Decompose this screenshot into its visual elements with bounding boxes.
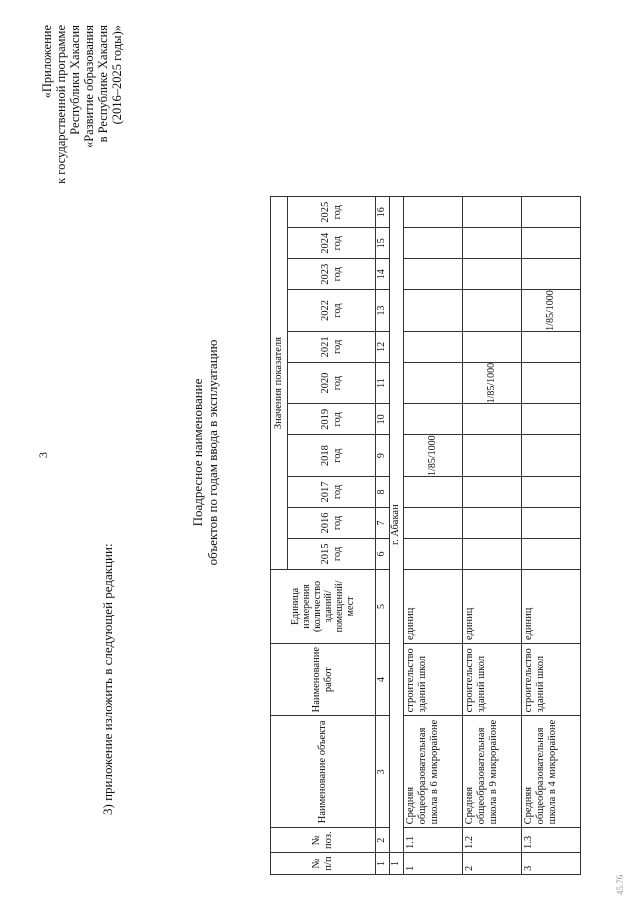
cell-value — [404, 290, 463, 332]
cell-value — [522, 197, 581, 228]
group-number: 1 — [390, 853, 404, 875]
column-number: 11 — [376, 362, 390, 404]
cell-value — [404, 538, 463, 569]
cell-object: Средняя общеобразовательная школа в 9 микрорайоне — [463, 716, 522, 828]
column-number: 9 — [376, 435, 390, 477]
cell-value — [463, 476, 522, 507]
header-year: 2022 год — [288, 290, 376, 332]
column-number: 8 — [376, 476, 390, 507]
cell-value — [522, 404, 581, 435]
appendix-block — [40, 25, 124, 200]
cell-pos: 1.2 — [463, 828, 522, 853]
header-pos: № поз. — [271, 828, 376, 853]
cell-value: 1/85/1000 — [522, 290, 581, 332]
appendix-line: в Республике Хакасия — [96, 25, 110, 143]
cell-value — [463, 538, 522, 569]
cell-value — [463, 259, 522, 290]
cell-value — [404, 507, 463, 538]
cell-value — [522, 259, 581, 290]
cell-npp: 1 — [404, 853, 463, 875]
cell-value — [522, 476, 581, 507]
cell-value — [463, 404, 522, 435]
column-number: 10 — [376, 404, 390, 435]
cell-value — [404, 362, 463, 404]
cell-work: строительство зданий школ — [463, 643, 522, 715]
appendix-line: «Развитие образования — [82, 25, 96, 149]
header-year: 2017 год — [288, 476, 376, 507]
column-number: 3 — [376, 716, 390, 828]
cell-value — [404, 197, 463, 228]
header-year: 2020 год — [288, 362, 376, 404]
cell-value — [404, 228, 463, 259]
header-year: 2019 год — [288, 404, 376, 435]
table-row — [404, 197, 463, 875]
cell-npp: 3 — [522, 853, 581, 875]
column-number: 6 — [376, 538, 390, 569]
header-values-group: Значения показателя — [271, 197, 288, 570]
appendix-line: «Приложение — [40, 25, 54, 99]
cell-value — [404, 476, 463, 507]
column-number: 1 — [376, 853, 390, 875]
column-number-row — [376, 197, 390, 875]
cell-value — [522, 362, 581, 404]
column-number: 12 — [376, 331, 390, 362]
cell-pos: 1.1 — [404, 828, 463, 853]
cell-value: 1/85/1000 — [463, 362, 522, 404]
cell-value — [463, 290, 522, 332]
cell-value — [522, 435, 581, 477]
column-number: 2 — [376, 828, 390, 853]
intro-text: 3) приложение изложить в следующей редакции: — [100, 543, 115, 815]
cell-value — [522, 331, 581, 362]
cell-value — [463, 197, 522, 228]
column-number: 4 — [376, 643, 390, 715]
cell-value — [463, 435, 522, 477]
cell-object: Средняя общеобразовательная школа в 4 микрорайоне — [522, 716, 581, 828]
cell-pos: 1.3 — [522, 828, 581, 853]
table-header-row — [271, 197, 288, 875]
header-year: 2018 год — [288, 435, 376, 477]
header-object-name: Наименование объекта — [271, 716, 376, 828]
header-year: 2015 год — [288, 538, 376, 569]
cell-unit: единиц — [404, 569, 463, 643]
header-year: 2025 год — [288, 197, 376, 228]
page-number: 3 — [36, 452, 50, 458]
table-title — [190, 200, 220, 705]
table-row — [463, 197, 522, 875]
header-year: 2016 год — [288, 507, 376, 538]
table-title-line: объектов по годам ввода в эксплуатацию — [205, 339, 220, 566]
group-row-city — [390, 197, 404, 875]
column-number: 5 — [376, 569, 390, 643]
appendix-line: (2016–2025 годы)» — [110, 25, 124, 125]
cell-object: Средняя общеобразовательная школа в 6 микрорайоне — [404, 716, 463, 828]
appendix-line: Республики Хакасия — [68, 25, 82, 135]
column-number: 14 — [376, 259, 390, 290]
header-year: 2023 год — [288, 259, 376, 290]
cell-value — [463, 507, 522, 538]
cell-value: 1/85/1000 — [404, 435, 463, 477]
cell-value — [404, 259, 463, 290]
cell-value — [522, 507, 581, 538]
cell-value — [522, 228, 581, 259]
table-row — [522, 197, 581, 875]
cell-unit: единиц — [463, 569, 522, 643]
cell-value — [463, 228, 522, 259]
cell-value — [463, 331, 522, 362]
schedule-table — [270, 196, 581, 875]
cell-work: строительство зданий школ — [522, 643, 581, 715]
header-year: 2021 год — [288, 331, 376, 362]
header-npp: № п/п — [271, 853, 376, 875]
cell-value — [404, 331, 463, 362]
group-city: г. Абакан — [390, 197, 404, 853]
column-number: 13 — [376, 290, 390, 332]
cell-work: строительство зданий школ — [404, 643, 463, 715]
column-number: 16 — [376, 197, 390, 228]
header-work-name: Наименование работ — [271, 643, 376, 715]
table-title-line: Поадресное наименование — [190, 378, 205, 527]
scan-mark: 45.76 — [615, 874, 625, 895]
cell-npp: 2 — [463, 853, 522, 875]
header-year: 2024 год — [288, 228, 376, 259]
column-number: 7 — [376, 507, 390, 538]
header-unit: Единица измерения (количество зданий/ помещений/ мест — [271, 569, 376, 643]
appendix-line: к государственной программе — [54, 25, 68, 184]
cell-value — [522, 538, 581, 569]
column-number: 15 — [376, 228, 390, 259]
cell-value — [404, 404, 463, 435]
cell-unit: единиц — [522, 569, 581, 643]
